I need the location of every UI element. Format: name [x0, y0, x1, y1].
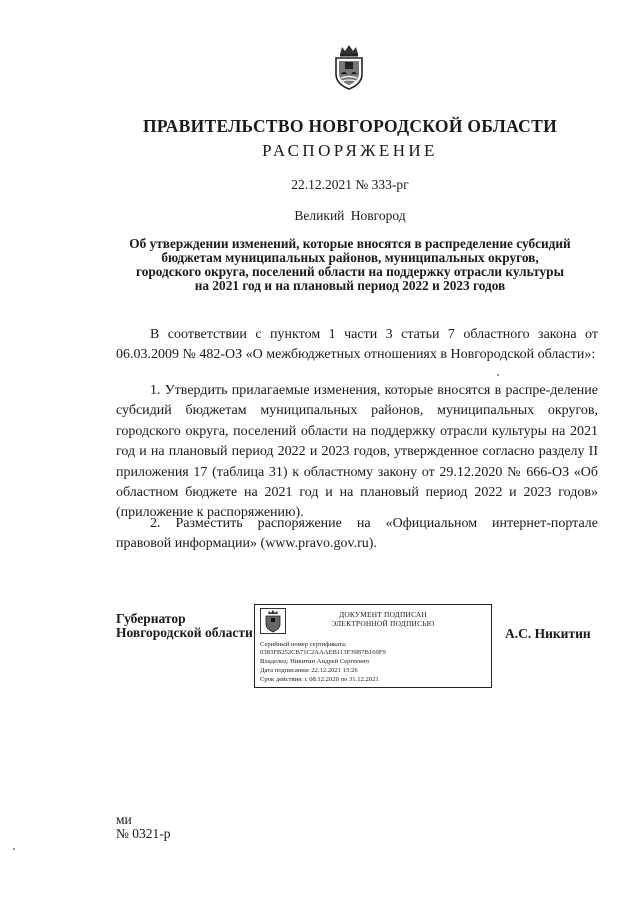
signature-stamp-title — [291, 610, 475, 628]
stamp-title-line: ЭЛЕКТРОННОЙ ПОДПИСЬЮ — [331, 619, 435, 628]
registration-number: № 0321-р — [116, 826, 171, 841]
subject-line: Об утверждении изменений, которые вносятся в распределение субсидий — [129, 236, 571, 251]
government-title: ПРАВИТЕЛЬСТВО НОВГОРОДСКОЙ ОБЛАСТИ — [143, 116, 557, 136]
executor-initials: ми — [116, 812, 132, 827]
signer-position — [116, 612, 253, 640]
certificate-label: Серийный номер сертификата: — [260, 641, 347, 648]
certificate-owner: Владелец: Никитин Андрей Сергеевич — [260, 658, 369, 665]
novgorod-coat-of-arms-icon — [331, 44, 367, 90]
document-city: Великий Новгород — [294, 208, 406, 223]
coat-of-arms-seal-icon — [260, 608, 286, 634]
certificate-number: 0383FB252CB71C2AAAEB113F39B7B169F9 — [260, 649, 386, 656]
body-paragraph-preamble: В соответствии с пунктом 1 части 3 статьи 7 областного закона от 06.03.2009 № 482-ОЗ «О межбюджетных отношениях в Новгородской области»: — [116, 327, 598, 363]
subject-line: на 2021 год и на плановый период 2022 и 2023 годов — [194, 278, 506, 293]
document-type: РАСПОРЯЖЕНИЕ — [262, 141, 438, 160]
document-subject — [110, 237, 590, 293]
subject-line: бюджетам муниципальных районов, муниципальных округов, — [161, 250, 539, 265]
document-date-number: 22.12.2021 № 333-рг — [291, 177, 409, 192]
stamp-title-line: ДОКУМЕНТ ПОДПИСАН — [339, 610, 427, 619]
subject-line: городского округа, поселений области на поддержку отрасли культуры — [136, 264, 564, 279]
certificate-validity: Срок действия: с 08.12.2020 по 31.12.2021 — [260, 676, 379, 683]
electronic-signature-stamp — [254, 604, 492, 688]
scan-speck — [13, 848, 15, 850]
body-paragraph-item-2: 2. Разместить распоряжение на «Официальном интернет-портале правовой информации» (www.pravo.gov.ru). — [116, 516, 598, 552]
signer-position-line: Новгородской области — [116, 625, 253, 640]
scan-speck — [497, 374, 499, 376]
signing-date: Дата подписания: 22.12.2021 15:26 — [260, 667, 358, 674]
signer-name: А.С. Никитин — [505, 626, 591, 641]
signer-position-line: Губернатор — [116, 611, 186, 626]
body-paragraph-item-1: 1. Утвердить прилагаемые изменения, которые вносятся в распре-деление субсидий бюджетам муниципальных районов, муниципальных округов, городского округа, поселений области на поддержку отрасли культуры на 2021 год и на плановый период 2022 и 2023 годов, утвержденное согласно разделу II приложения 17 (таблица 31) к областному закону от 29.12.2020 № 666-ОЗ «Об областном бюджете на 2021 год и на плановый период 2022 и 2023 годов» (приложение к распоряжению). — [116, 383, 598, 521]
